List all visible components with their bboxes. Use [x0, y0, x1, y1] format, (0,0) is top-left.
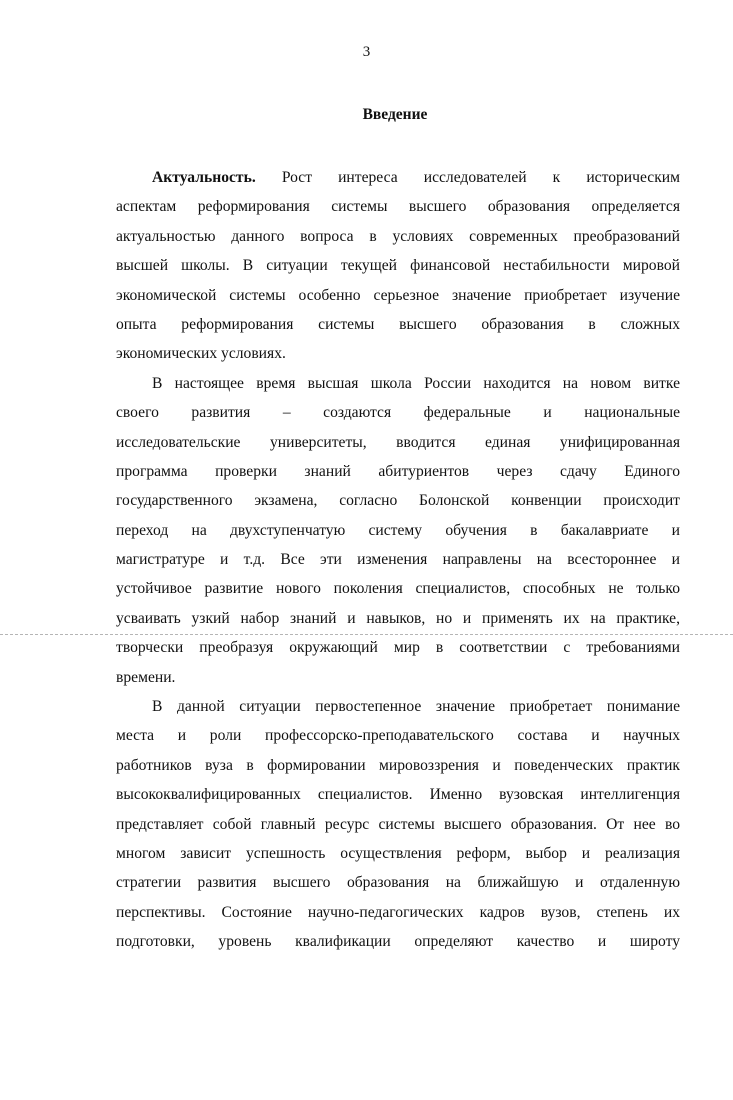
- section-heading: Введение: [362, 106, 428, 123]
- text-line: работников вуза в формировании мировоззрения и поведенческих практик: [116, 756, 680, 774]
- text-line: опыта реформирования системы высшего образования в сложных: [116, 315, 680, 333]
- text-line: актуальностью данного вопроса в условиях современных преобразований: [116, 227, 680, 245]
- text-line: программа проверки знаний абитуриентов через сдачу Единого: [116, 462, 680, 480]
- text-line: времени.: [116, 668, 176, 686]
- text-line: многом зависит успешность осуществления реформ, выбор и реализация: [116, 844, 680, 862]
- text-line: высшей школы. В ситуации текущей финансовой нестабильности мировой: [116, 257, 680, 275]
- page-number: 3: [362, 44, 371, 60]
- paragraph-relevance: [116, 163, 680, 369]
- text-line: подготовки, уровень квалификации определяют качество и широту: [116, 933, 680, 951]
- text-line: переход на двухступенчатую систему обучения в бакалавриате и: [116, 521, 680, 539]
- text-line: представляет собой главный ресурс системы высшего образования. От нее во: [116, 815, 680, 833]
- line-text: Рост интереса исследователей к историческим: [281, 169, 680, 186]
- text-line: экономической системы особенно серьезное значение приобретает изучение: [116, 286, 680, 304]
- text-line: исследовательские университеты, вводится единая унифицированная: [116, 433, 680, 451]
- text-line: усваивать узкий набор знаний и навыков, но и применять их на практике,: [116, 609, 680, 627]
- text-line: перспективы. Состояние научно-педагогических кадров вузов, степень их: [116, 903, 680, 921]
- text-line: государственного экзамена, согласно Болонской конвенции происходит: [116, 492, 680, 510]
- text-line: стратегии развития высшего образования на ближайшую и отдаленную: [116, 874, 680, 892]
- text-line: В настоящее время высшая школа России находится на новом витке: [152, 374, 680, 392]
- lead-term: Актуальность.: [152, 169, 256, 186]
- text-line: своего развития – создаются федеральные и национальные: [116, 404, 680, 422]
- text-line: устойчивое развитие нового поколения специалистов, способных не только: [116, 580, 680, 598]
- paragraph-faculty-role: [116, 692, 680, 957]
- text-line: магистратуре и т.д. Все эти изменения направлены на всестороннее и: [116, 551, 680, 569]
- text-line: творчески преобразуя окружающий мир в соответствии с требованиями: [116, 639, 680, 657]
- text-line: В данной ситуации первостепенное значение приобретает понимание: [152, 698, 680, 716]
- text-line: места и роли профессорско-преподавательского состава и научных: [116, 727, 680, 745]
- text-line: экономических условиях.: [116, 345, 286, 363]
- scan-artifact-line: [0, 634, 733, 635]
- paragraph-higher-school: [116, 369, 680, 692]
- body-text: [116, 163, 680, 957]
- text-line: аспектам реформирования системы высшего образования определяется: [116, 198, 680, 216]
- text-line: высококвалифицированных специалистов. Именно вузовская интеллигенция: [116, 786, 680, 804]
- text-line: [116, 163, 680, 192]
